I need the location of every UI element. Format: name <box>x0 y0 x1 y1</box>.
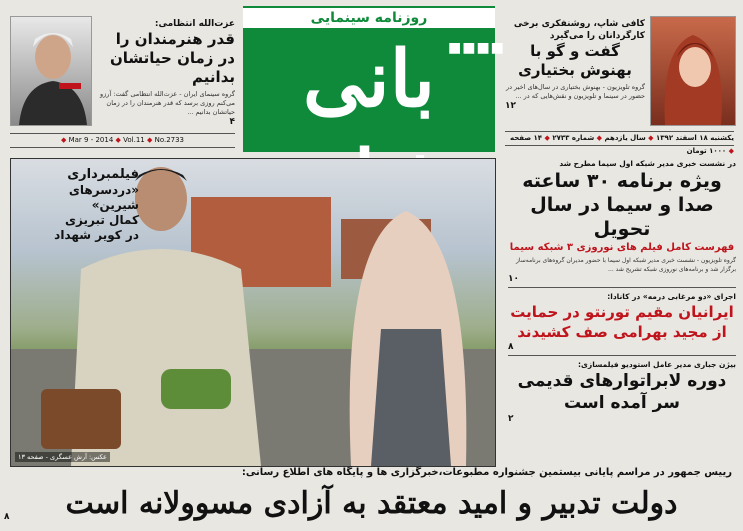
story3-kicker: بیژن جباری مدیر عامل استودیو فیلمسازی: <box>578 360 736 369</box>
masthead <box>0 0 743 155</box>
story2-kicker: اجرای «دو مرغابی درمه» در کانادا: <box>607 292 736 301</box>
issue-year: سال یازدهم <box>604 134 646 142</box>
logo-title: بانی <box>302 34 436 125</box>
issue-info-english: ◆ Mar 9 - 2014 ◆ Vol.11 ◆ No.2733 <box>10 133 235 148</box>
issue-date-en: Mar 9 - 2014 <box>68 136 114 144</box>
photo-story-kicker: فیلمبرداری <box>67 167 139 182</box>
main-headline-page: ۸ <box>4 512 10 522</box>
issue-number: شماره ۲۷۳۳ <box>552 134 595 142</box>
issue-info-persian: یکشنبه ۱۸ اسفند ۱۳۹۲ ◆ سال یازدهم ◆ شماره ۲۷۳۳ ◆ ۱۴ صفحه ◆ ۱۰۰۰ تومان <box>505 131 734 146</box>
photo-story-title-3: در کویر شهداد <box>54 228 139 242</box>
column-divider-1 <box>508 287 736 288</box>
story1-red-line: فهرست کامل فیلم های نوروزی ۳ شبکه سیما <box>509 242 735 253</box>
story1-page: ۱۰ <box>508 274 519 284</box>
story1-title-1: ویژه برنامه ۳۰ ساعته <box>522 170 722 192</box>
main-headline: دولت تدبیر و امید معتقد به آزادی مسوولانه است <box>65 486 678 521</box>
issue-pages: ۱۴ صفحه <box>509 134 543 142</box>
issue-vol: Vol.11 <box>123 136 145 144</box>
portrait-right-figure <box>651 17 735 125</box>
story2-title-1: ایرانیان مقیم تورنتو در حمایت <box>510 303 734 321</box>
right-tease <box>505 18 645 111</box>
left-tease <box>95 18 235 127</box>
logo-dots-icon: ■■■■ <box>448 40 505 56</box>
story2-title-2: از مجید بهرامی صف کشیدند <box>517 323 727 341</box>
portrait-left-figure <box>11 17 91 125</box>
portrait-photo-left <box>10 16 92 126</box>
logo-subtitle: روزنامه سینمایی <box>310 10 428 26</box>
story3-title-1: دوره لابراتوارهای قدیمی <box>517 371 727 391</box>
left-tease-page: ۴ <box>229 117 235 127</box>
left-tease-kicker: عزت‌الله انتظامی: <box>154 19 235 29</box>
story1-title-2: صدا و سیما در سال تحویل <box>530 194 714 240</box>
newspaper-logo <box>243 6 505 152</box>
photo-caption: عکس: آرش عسگری - صفحه ۱۳ <box>15 452 110 462</box>
right-tease-body: گروه تلویزیون - بهنوش بختیاری در سال‌های اخیر در حضور در سینما و تلویزیون و نقش‌هایی که در ... <box>505 83 645 100</box>
bottom-kicker: رییس جمهور در مراسم پایانی بیستمین جشنواره مطبوعات،خبرگزاری ها و پایگاه های اطلاع رسانی: <box>241 467 732 478</box>
story3-page: ۲ <box>508 414 514 424</box>
issue-date-fa: یکشنبه ۱۸ اسفند ۱۳۹۲ <box>656 134 734 142</box>
photo-story-title-2: کمال تبریزی <box>65 213 139 227</box>
right-tease-page: ۱۲ <box>505 101 516 111</box>
portrait-photo-right <box>650 16 736 126</box>
story3-title-2: سر آمده است <box>564 393 680 413</box>
photo-story-title-1: «دردسرهای شیرین» <box>68 183 139 212</box>
photo-story-text <box>19 167 139 243</box>
lead-photo <box>10 158 496 467</box>
left-tease-body: گروه سینمای ایران - عزت‌الله انتظامی گفت: آرزو می‌کنم روزی برسد که قدر هنرمندان را در زمان حیاتشان بدانیم ... <box>100 90 235 116</box>
story1-body: گروه تلویزیون - نشست خبری مدیر شبکه اول سیما با حضور مدیران گروه‌های برنامه‌ساز برگزار شد و برنامه‌های نوروزی شبکه تشریح شد ... <box>515 257 736 273</box>
left-tease-title-1: قدر هنرمندان را <box>115 30 235 48</box>
right-tease-kicker: کافی شاپ، روشنفکری برخی کارگردانان را می‌گیرد <box>513 19 645 41</box>
story1-kicker: در نشست خبری مدیر شبکه اول سیما مطرح شد <box>559 159 736 168</box>
logo-strip <box>243 8 495 30</box>
right-column <box>508 158 736 458</box>
issue-no: No.2733 <box>154 136 185 144</box>
story2-page: ۸ <box>508 342 514 352</box>
left-tease-title-2: در زمان حیاتشان بدانیم <box>109 49 235 86</box>
issue-price: ۱۰۰۰ تومان <box>686 147 727 155</box>
right-tease-title-2: بهنوش بختیاری <box>518 61 632 79</box>
column-divider-2 <box>508 355 736 356</box>
right-tease-title-1: گفت و گو با <box>530 42 620 60</box>
